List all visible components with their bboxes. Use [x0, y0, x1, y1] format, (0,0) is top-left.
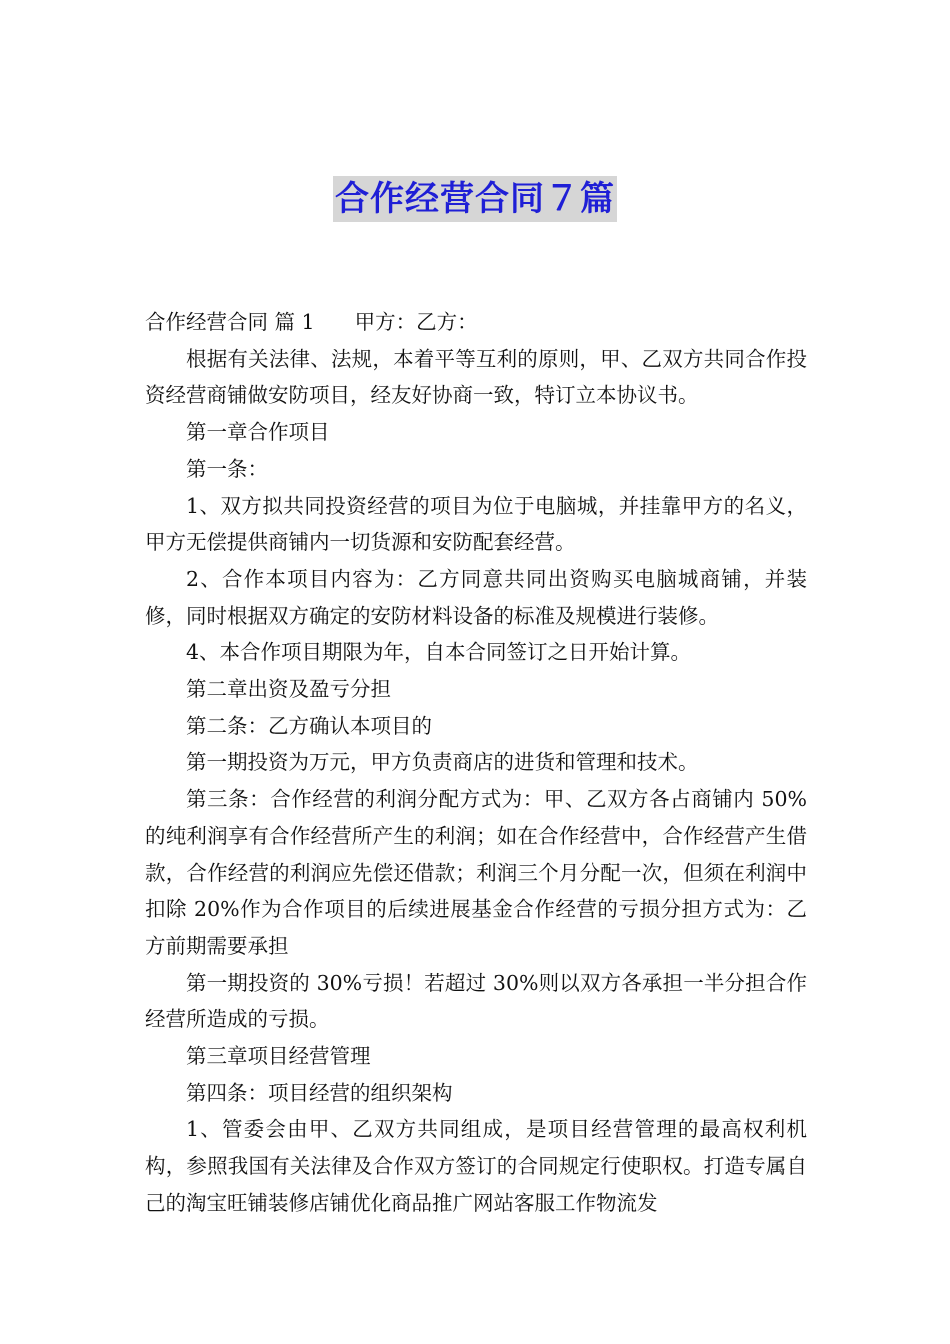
document-title: 合作经营合同７篇 — [333, 176, 617, 222]
paragraph: 第一期投资为万元，甲方负责商店的进货和管理和技术。 — [186, 750, 699, 775]
heading-line — [145, 304, 807, 341]
paragraph: 4、本合作项目期限为年，自本合同签订之日开始计算。 — [186, 640, 692, 665]
article-heading: 第一条： — [186, 456, 268, 481]
chapter-heading: 第二章出资及盈亏分担 — [186, 677, 391, 702]
paragraph: 2、合作本项目内容为：乙方同意共同出资购买电脑城商铺，并装修，同时根据双方确定的安防材料设备的标准及规模进行装修。 — [145, 566, 807, 628]
paragraph: 1、双方拟共同投资经营的项目为位于电脑城，并挂靠甲方的名义，甲方无偿提供商铺内一切货源和安防配套经营。 — [145, 493, 807, 555]
paragraph: 第一期投资的 30%亏损！若超过 30%则以双方各承担一半分担合作经营所造成的亏损。 — [145, 970, 807, 1032]
paragraph: 第三条：合作经营的利润分配方式为：甲、乙双方各占商铺内 50%的纯利润享有合作经营所产生的利润；如在合作经营中，合作经营产生借款，合作经营的利润应先偿还借款；利润三个月分配一次，但须在利润中扣除 20%作为合作项目的后续进展基金合作经营的亏损分担方式为：乙方前期需要承担 — [145, 787, 807, 958]
heading-label: 合作经营合同 篇 1 — [145, 310, 315, 334]
chapter-heading: 第一章合作项目 — [186, 420, 330, 445]
paragraph: 第二条：乙方确认本项目的 — [186, 713, 432, 738]
document-body — [145, 304, 807, 1222]
chapter-heading: 第三章项目经营管理 — [186, 1044, 371, 1069]
title-container — [0, 176, 950, 222]
paragraph: 1、管委会由甲、乙双方共同组成，是项目经营管理的最高权利机构，参照我国有关法律及合作双方签订的合同规定行使职权。打造专属自己的淘宝旺铺装修店铺优化商品推广网站客服工作物流发 — [145, 1117, 807, 1215]
heading-parties: 甲方：乙方： — [354, 310, 478, 334]
paragraph: 第四条：项目经营的组织架构 — [186, 1080, 453, 1105]
paragraph: 根据有关法律、法规，本着平等互利的原则，甲、乙双方共同合作投资经营商铺做安防项目，经友好协商一致，特订立本协议书。 — [145, 346, 807, 408]
